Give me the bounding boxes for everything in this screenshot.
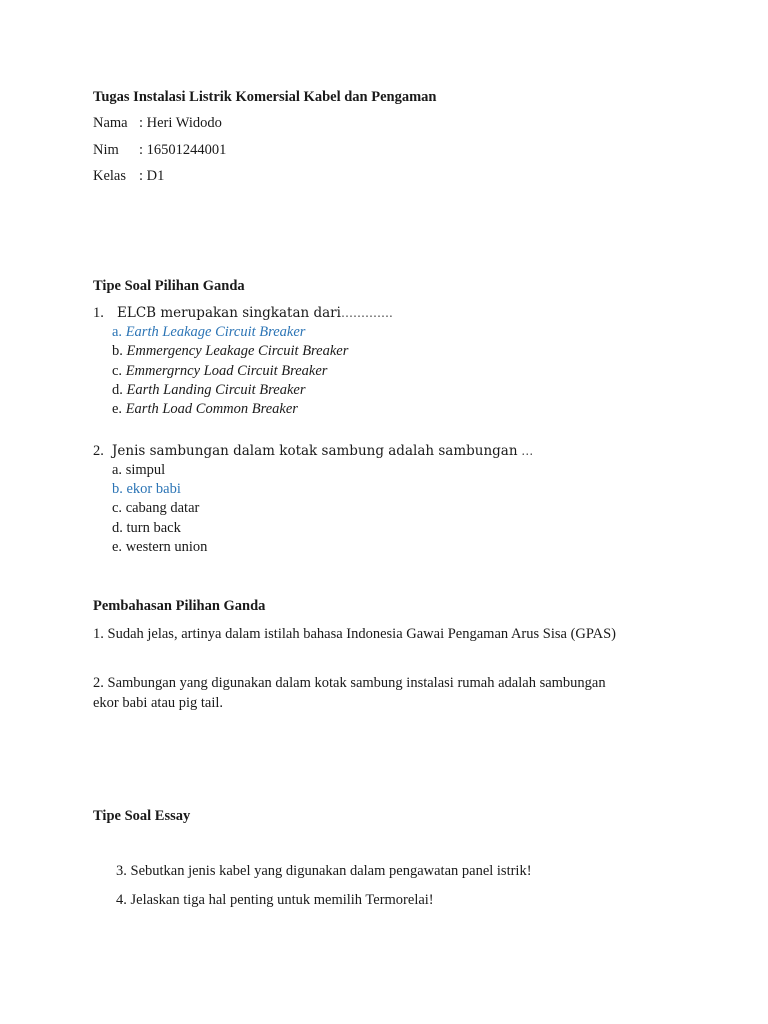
option-letter: d.	[112, 382, 123, 398]
question-number: 2.	[93, 443, 104, 459]
q1-option-b	[112, 342, 348, 360]
discussion-paragraph-1: 1. Sudah jelas, artinya dalam istilah bahasa Indonesia Gawai Pengaman Arus Sisa (GPAS)	[93, 626, 616, 642]
identity-label: Nama	[93, 115, 128, 131]
option-text: Earth Leakage Circuit Breaker	[125, 324, 306, 340]
option-letter: c.	[112, 363, 123, 379]
option-text: cabang datar	[125, 500, 200, 516]
q1-option-e	[112, 400, 298, 418]
identity-value: : D1	[139, 168, 165, 184]
q2-option-d	[112, 519, 181, 537]
question-text: Jenis sambungan dalam kotak sambung adalah sambungan	[112, 443, 518, 459]
option-letter: b.	[112, 481, 123, 497]
question-text: ELCB merupakan singkatan dari	[117, 305, 341, 321]
option-text: Emmergrncy Load Circuit Breaker	[125, 363, 328, 379]
option-text: Earth Load Common Breaker	[125, 401, 298, 417]
q2-option-e	[112, 538, 207, 556]
identity-row-name	[93, 114, 222, 132]
question-1	[93, 304, 393, 322]
question-dots: ………….	[340, 306, 393, 320]
identity-row-nim	[93, 141, 226, 159]
option-text: turn back	[126, 520, 181, 536]
identity-value: : 16501244001	[139, 142, 227, 158]
essay-question-3: 3. Sebutkan jenis kabel yang digunakan dalam pengawatan panel istrik!	[116, 863, 532, 879]
option-letter: e.	[112, 401, 123, 417]
q1-option-c	[112, 362, 327, 380]
q2-option-b	[112, 480, 181, 498]
document-title: Tugas Instalasi Listrik Komersial Kabel dan Pengaman	[93, 89, 437, 105]
identity-label: Nim	[93, 142, 119, 158]
question-number: 1.	[93, 305, 104, 321]
q1-option-a	[112, 323, 305, 341]
option-letter: d.	[112, 520, 123, 536]
option-letter: a.	[112, 324, 123, 340]
option-text: ekor babi	[126, 481, 181, 497]
discussion-paragraph-2: 2. Sambungan yang digunakan dalam kotak sambung instalasi rumah adalah sambungan ekor babi atau pig tail.	[93, 675, 606, 711]
question-dots: …	[521, 444, 534, 458]
question-2	[93, 442, 533, 460]
option-letter: b.	[112, 343, 123, 359]
identity-value: : Heri Widodo	[139, 115, 222, 131]
section-heading-essay: Tipe Soal Essay	[93, 808, 191, 824]
option-letter: c.	[112, 500, 123, 516]
option-text: Emmergency Leakage Circuit Breaker	[126, 343, 349, 359]
identity-label: Kelas	[93, 168, 127, 184]
option-text: simpul	[125, 462, 166, 478]
section-heading-multiple-choice: Tipe Soal Pilihan Ganda	[93, 278, 245, 294]
identity-row-kelas	[93, 167, 164, 185]
q1-option-d	[112, 381, 305, 399]
option-text: Earth Landing Circuit Breaker	[126, 382, 306, 398]
option-letter: e.	[112, 539, 123, 555]
essay-question-4: 4. Jelaskan tiga hal penting untuk memilih Termorelai!	[116, 892, 434, 908]
q2-option-c	[112, 499, 199, 517]
option-text: western union	[125, 539, 208, 555]
section-heading-discussion: Pembahasan Pilihan Ganda	[93, 598, 266, 614]
option-letter: a.	[112, 462, 123, 478]
q2-option-a	[112, 461, 165, 479]
